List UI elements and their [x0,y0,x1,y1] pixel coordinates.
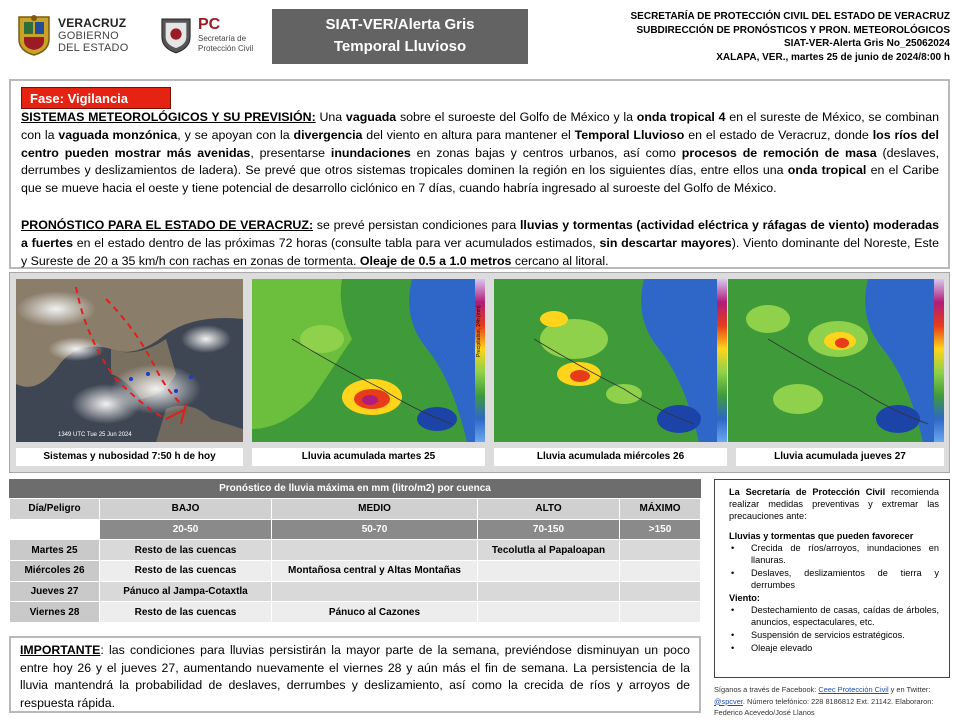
veracruz-government-logo [16,12,156,58]
satellite-image [16,279,243,442]
rain-map-thursday [728,279,944,442]
table-cell: 70-150 [478,519,620,540]
recommendations-box [714,479,950,678]
rain-map-wednesday-caption: Lluvia acumulada miércoles 26 [494,448,727,466]
systems-paragraph: SISTEMAS METEOROLÓGICOS Y SU PREVISIÓN: Una vaguada sobre el suroeste del Golfo de México y la onda tropical 4 en el sureste de México, se combinan con la vaguada monzónica, y se apoyan con la divergencia del viento en altura para mantener el Temporal Lluvioso en el estado de Veracruz, donde los ríos del centro pueden mostrar más avenidas, presentarse inundaciones en zonas bajas y centros urbanos, así como procesos de remoción de masa (deslaves, derrumbes y deslizamientos de ladera). Se prevé que otros sistemas tropicales dominen la región en los siguientes días, entre ellos una onda tropical en el Caribe que se mueve hacia el oeste y tiene potencial de desarrollo ciclónico en 7 días, cuando habría ingresado al suroeste del Golfo de México. [21,110,940,196]
table-cell [272,540,478,561]
table-cell: Resto de las cuencas [100,602,272,623]
rain-map-wednesday [494,279,727,442]
table-cell: >150 [620,519,701,540]
precipitation-scale [934,279,944,442]
table-cell: Montañosa central y Altas Montañas [272,561,478,582]
issuer-info: SECRETARÍA DE PROTECCIÓN CIVIL DEL ESTADO DE VERACRUZ SUBDIRECCIÓN DE PRONÓSTICOS Y PRON. METEOROLÓGICOS SIAT-VER-Alerta Gris No_25062024 XALAPA, VER., martes 25 de junio de 2024/8:00 h [630,11,950,63]
precipitation-scale [717,279,727,442]
table-cell [478,602,620,623]
table-cell: Pánuco al Cazones [272,602,478,623]
alert-title: SIAT-VER/Alerta Gris Temporal Lluvioso [272,9,528,64]
rain-map-tuesday [252,279,485,442]
wind-hazards-heading: Viento: [729,593,760,603]
list-item: • Crecida de ríos/arroyos, inundaciones en llanuras. [729,542,939,566]
satellite-timestamp: 1349 UTC Tue 25 Jun 2024 [58,432,132,438]
veracruz-wordmark: VERACRUZ GOBIERNO DEL ESTADO [58,15,129,54]
list-item: • Destechamiento de casas, caídas de árboles, anuncios, espectaculares, etc. [729,604,939,628]
table-cell [10,519,100,540]
rain-map-thursday-caption: Lluvia acumulada jueves 27 [736,448,944,466]
contact-footer: Síganos a través de Facebook: Ceec Protección Civil y en Twitter: @spcver. Número telefónico: 228 8186812 Ext. 21142. Elaboraron: Federico Acevedo/José Llanos [714,685,934,717]
table-cell [478,581,620,602]
table-cell: Resto de las cuencas [100,561,272,582]
rain-hazards-list [729,542,939,591]
table-cell [620,602,701,623]
table-cell: 20-50 [100,519,272,540]
rain-map-tuesday-caption: Lluvia acumulada martes 25 [252,448,485,466]
table-row [10,540,701,561]
wind-hazards-list [729,604,939,654]
recommendations-intro: La Secretaría de Protección Civil recomienda realizar medidas preventivas y extremar las precauciones ante: [729,487,939,521]
table-header-cell: Día/Peligro [10,499,100,520]
table-title: Pronóstico de lluvia máxima en mm (litro/m2) por cuenca [9,479,701,498]
proteccion-civil-logo [160,12,270,58]
table-header-cell: BAJO [100,499,272,520]
table-cell: Pánuco al Jampa-Cotaxtla [100,581,272,602]
list-item: • Oleaje elevado [729,642,939,654]
important-note: IMPORTANTE: las condiciones para lluvias persistirán la mayor parte de la semana, previéndose disminuyan un poco entre hoy 26 y el jueves 27, aumentando nuevamente el viernes 28 y aún más el fin de semana. La persistencia de la lluvia mantendrá la probabilidad de deslaves, derrumbes y deslizamiento, así como la crecida de ríos y arroyos de respuesta rápida. [9,636,701,713]
table-header-cell: MÁXIMO [620,499,701,520]
table-header-row [10,499,701,520]
table-cell [620,581,701,602]
table-cell: Tecolutla al Papaloapan [478,540,620,561]
proteccion-civil-wordmark: PC Secretaría de Protección Civil [198,16,254,53]
table-cell: Jueves 27 [10,581,100,602]
table-cell: Miércoles 26 [10,561,100,582]
table-row [10,602,701,623]
precipitation-scale [475,279,485,442]
rain-forecast-table [9,479,701,623]
list-item: • Deslaves, deslizamientos de tierra y derrumbes [729,567,939,591]
list-item: • Suspensión de servicios estratégicos. [729,629,939,641]
table-cell [620,561,701,582]
scale-label: Precipitation, 24h (mm) [476,305,482,357]
table-cell: Viernes 28 [10,602,100,623]
table-header-cell: MEDIO [272,499,478,520]
table-cell [272,581,478,602]
bulletin-body [9,79,950,269]
table-cell [478,561,620,582]
proteccion-civil-shield-icon [160,15,192,55]
weather-maps-strip [9,272,950,473]
table-row [10,581,701,602]
satellite-caption: Sistemas y nubosidad 7:50 h de hoy [16,448,243,466]
table-row [10,561,701,582]
forecast-paragraph: PRONÓSTICO PARA EL ESTADO DE VERACRUZ: se prevé persistan condiciones para lluvias y tormentas (actividad eléctrica y ráfagas de viento) moderadas a fuertes en el estado dentro de las próximas 72 horas (consulte tabla para ver acumulados estimados, sin descartar mayores). Viento dominante del Noreste, Este y Sureste de 20 a 35 km/h con rachas en zonas de tormenta. Oleaje de 0.5 a 1.0 metros cercano al litoral. [21,218,940,268]
table-range-row [10,519,701,540]
table-cell: Resto de las cuencas [100,540,272,561]
twitter-link[interactable]: @spcver [714,696,743,706]
table-cell [620,540,701,561]
veracruz-shield-icon [16,13,52,57]
rain-hazards-heading: Lluvias y tormentas que pueden favorecer [729,531,914,541]
phase-badge: Fase: Vigilancia [21,87,171,109]
facebook-link[interactable]: Ceec Protección Civil [818,685,889,694]
table-cell: 50-70 [272,519,478,540]
table-cell: Martes 25 [10,540,100,561]
table-header-cell: ALTO [478,499,620,520]
